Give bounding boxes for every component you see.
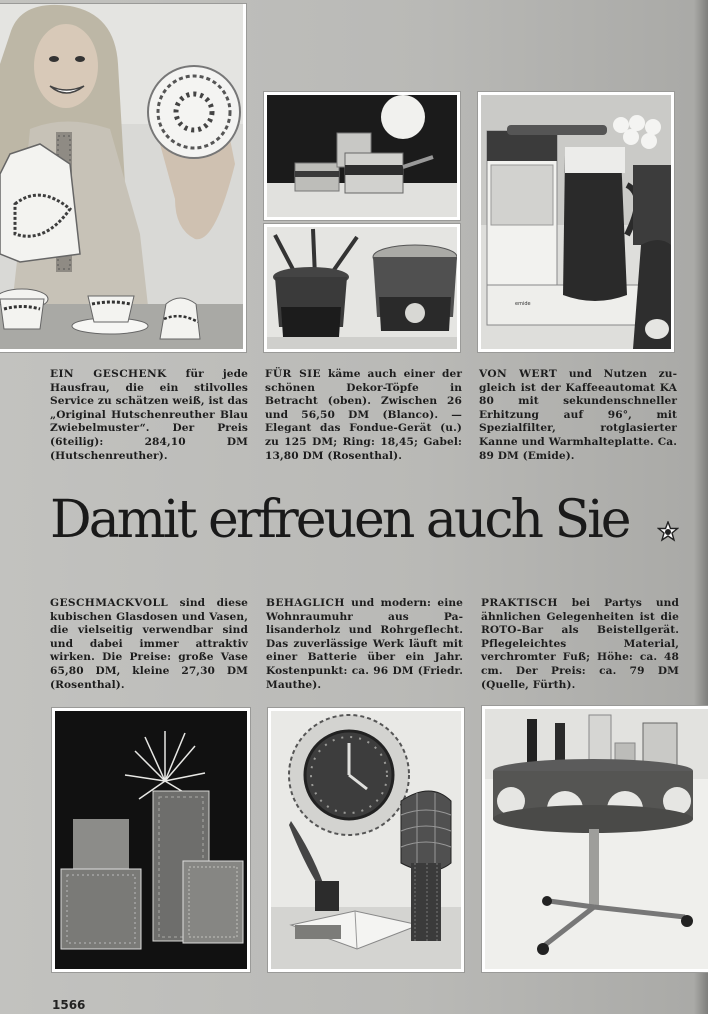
caption-lead: GESCHMACKVOLL — [50, 597, 169, 609]
caption-lead: EIN GESCHENK — [50, 368, 167, 380]
caption-text: sind diese kubischen Glasdosen und Vasen, die vielseitig verwendbar sind und dabei immer attraktiv wirken. Die Preise: große Vase 65,80 DM, kleine 27,30 DM (Rosenthal). — [50, 597, 248, 691]
coffee-machine-brand-label: emide — [515, 301, 531, 307]
caption-wall-clock — [266, 597, 463, 692]
caption-lead: VON WERT — [479, 368, 558, 380]
caption-coffee-machine — [479, 368, 677, 463]
caption-text: bei Partys und ähnlichen Gelegenheiten ist die ROTO-Bar als Beistellgerät. Pflegeleichtes Material, verchromter Fuß; Höhe: ca. 48 cm. Der Preis: ca. 79 DM (Quelle, Fürth). — [481, 597, 679, 691]
caption-text: und modern: eine Wohnraumuhr aus Palisanderholz und Rohrgeflecht. Das zuverlässige Werk läuft mit einer Batterie über ein Jahr. Kostenpunkt: ca. 96 DM (Friedr. Mauthe). — [266, 597, 463, 691]
photo-porcelain-service — [0, 4, 246, 352]
caption-roto-bar — [481, 597, 679, 692]
photo-decor-pots — [264, 92, 460, 220]
caption-text: käme auch einer der schönen Dekor-Töpfe in Betracht (oben). Zwischen 26 und 56,50 DM (Blanco). — Elegant das Fondue-Gerät (u.) zu 125 DM; Ring: 18,45; Gabel: 13,80 DM (Rosenthal). — [265, 368, 462, 462]
page-number: 1566 — [52, 998, 86, 1012]
star-ornament-icon — [657, 521, 679, 543]
photo-fondue-set — [264, 224, 460, 352]
caption-lead: PRAKTISCH — [481, 597, 558, 609]
photo-roto-bar — [482, 706, 708, 972]
caption-text: und Nutzen zugleich ist der Kaffeeautomat KA 80 mit sekundenschneller Erhitzung auf 96°, mit Spezialfilter, rotglasierter Kanne und Warmhalteplatte. Ca. 89 DM (Emide). — [479, 368, 678, 462]
caption-porcelain — [50, 368, 248, 463]
caption-lead: FÜR SIE — [265, 368, 321, 380]
caption-lead: BEHAGLICH — [266, 597, 345, 609]
photo-coffee-machine — [478, 92, 674, 352]
photo-glass-vases — [52, 708, 250, 972]
caption-pots-fondue — [265, 368, 462, 463]
caption-glassware — [50, 597, 248, 692]
photo-wall-clock — [268, 708, 464, 972]
headline: Damit erfreuen auch Sie — [50, 490, 629, 550]
caption-text: für jede Hausfrau, die ein stilvolles Service zu schätzen weiß, ist das „Original Hutschenreuther Blau Zwiebelmuster“. Der Preis (6teilig): 284,10 DM (Hutschenreuther). — [50, 368, 248, 462]
